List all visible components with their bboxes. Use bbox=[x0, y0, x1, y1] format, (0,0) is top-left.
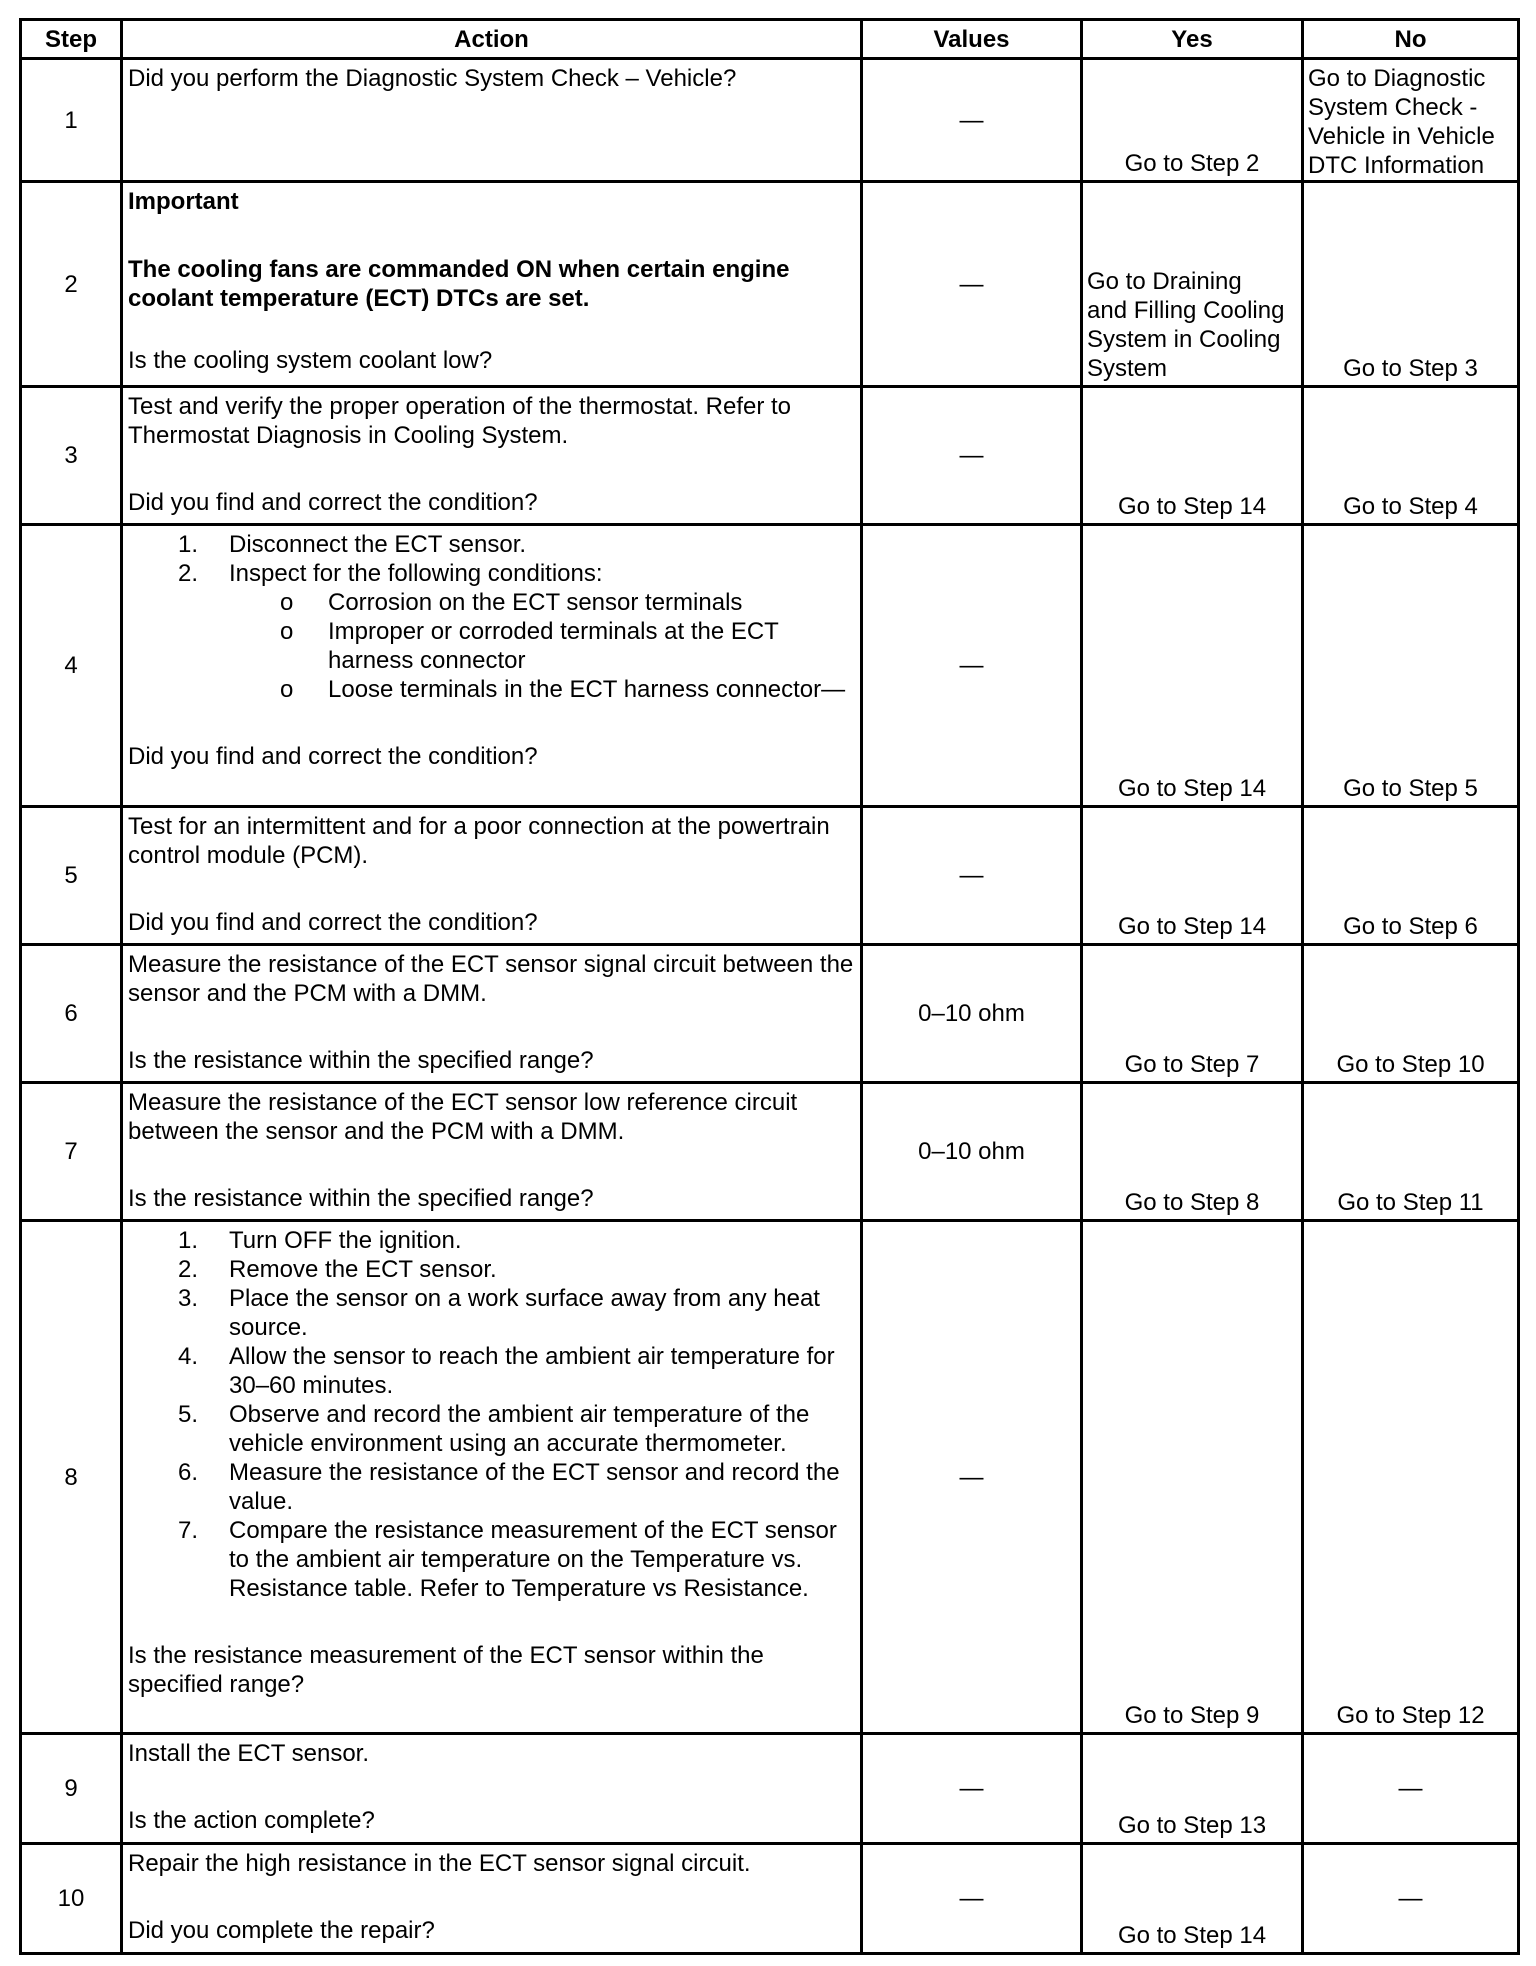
no-cell: Go to Step 5 bbox=[1303, 525, 1519, 807]
yes-cell: Go to Step 7 bbox=[1082, 945, 1303, 1083]
table-row bbox=[21, 1221, 1519, 1734]
values-cell: — bbox=[862, 807, 1082, 945]
action-question: Is the resistance within the specified range? bbox=[128, 1185, 594, 1212]
step-number: 3 bbox=[21, 387, 122, 525]
list-item: 7. Compare the resistance measurement of the ECT sensor to the ambient air temperature on the Temperature vs. Resistance table. Refer to Temperature vs Resistance. bbox=[178, 1517, 837, 1602]
table-row bbox=[21, 807, 1519, 945]
step-number: 2 bbox=[21, 182, 122, 387]
list-item: 4. Allow the sensor to reach the ambient air temperature for 30–60 minutes. bbox=[178, 1343, 835, 1399]
no-cell: Go to Step 10 bbox=[1303, 945, 1519, 1083]
yes-cell: Go to Step 8 bbox=[1082, 1083, 1303, 1221]
header-yes: Yes bbox=[1082, 20, 1303, 59]
values-cell: — bbox=[862, 1734, 1082, 1844]
action-question: Is the cooling system coolant low? bbox=[128, 347, 493, 374]
list-item: 2. Remove the ECT sensor. bbox=[178, 1256, 497, 1283]
action-cell bbox=[122, 1083, 862, 1221]
action-question: Is the action complete? bbox=[128, 1807, 375, 1834]
important-note: The cooling fans are commanded ON when certain engine coolant temperature (ECT) DTCs are set. bbox=[128, 256, 790, 312]
action-question: Did you complete the repair? bbox=[128, 1917, 435, 1944]
action-text: Install the ECT sensor. bbox=[128, 1740, 370, 1767]
action-cell bbox=[122, 525, 862, 807]
header-values: Values bbox=[862, 20, 1082, 59]
action-cell bbox=[122, 182, 862, 387]
action-text: Test and verify the proper operation of the thermostat. Refer to Thermostat Diagnosis in Cooling System. bbox=[128, 393, 792, 449]
step-number: 8 bbox=[21, 1221, 122, 1734]
no-line: Go to Diagnostic bbox=[1308, 65, 1486, 92]
no-cell: Go to Step 12 bbox=[1303, 1221, 1519, 1734]
values-cell: — bbox=[862, 1844, 1082, 1954]
header-step: Step bbox=[21, 20, 122, 59]
table-row bbox=[21, 1083, 1519, 1221]
list-item: 2. Inspect for the following conditions: bbox=[178, 560, 603, 587]
step-number: 5 bbox=[21, 807, 122, 945]
table-row bbox=[21, 387, 1519, 525]
yes-line: Go to Draining bbox=[1087, 268, 1242, 295]
action-cell bbox=[122, 1844, 862, 1954]
step-number: 10 bbox=[21, 1844, 122, 1954]
yes-line: and Filling Cooling bbox=[1087, 297, 1285, 324]
table-row bbox=[21, 945, 1519, 1083]
yes-cell: Go to Step 14 bbox=[1082, 387, 1303, 525]
action-cell bbox=[122, 1221, 862, 1734]
list-item: 1. Turn OFF the ignition. bbox=[178, 1227, 462, 1254]
header-row bbox=[21, 20, 1519, 59]
action-cell bbox=[122, 945, 862, 1083]
values-cell: — bbox=[862, 1221, 1082, 1734]
action-text: Test for an intermittent and for a poor connection at the powertrain control module (PCM). bbox=[128, 813, 830, 869]
list-item: 5. Observe and record the ambient air temperature of the vehicle environment using an accurate thermometer. bbox=[178, 1401, 810, 1457]
list-item: 6. Measure the resistance of the ECT sensor and record the value. bbox=[178, 1459, 840, 1515]
no-cell bbox=[1303, 59, 1519, 182]
values-cell: 0–10 ohm bbox=[862, 1083, 1082, 1221]
no-cell: — bbox=[1303, 1844, 1519, 1954]
table-row bbox=[21, 182, 1519, 387]
step-number: 9 bbox=[21, 1734, 122, 1844]
no-line: Vehicle in Vehicle bbox=[1308, 123, 1495, 150]
yes-cell: Go to Step 2 bbox=[1082, 59, 1303, 182]
table-row bbox=[21, 1844, 1519, 1954]
yes-cell: Go to Step 13 bbox=[1082, 1734, 1303, 1844]
action-question: Did you find and correct the condition? bbox=[128, 909, 538, 936]
important-label: Important bbox=[128, 188, 239, 215]
table-row bbox=[21, 1734, 1519, 1844]
header-no: No bbox=[1303, 20, 1519, 59]
table-row bbox=[21, 59, 1519, 182]
no-cell: — bbox=[1303, 1734, 1519, 1844]
action-text: Measure the resistance of the ECT sensor signal circuit between the sensor and the PCM with a DMM. bbox=[128, 951, 854, 1007]
action-question: Is the resistance measurement of the ECT sensor within the specified range? bbox=[128, 1642, 764, 1698]
action-cell bbox=[122, 807, 862, 945]
action-text: Measure the resistance of the ECT sensor low reference circuit between the sensor and the PCM with a DMM. bbox=[128, 1089, 798, 1145]
header-action: Action bbox=[122, 20, 862, 59]
yes-line: System in Cooling bbox=[1087, 326, 1281, 353]
step-number: 1 bbox=[21, 59, 122, 182]
no-cell: Go to Step 3 bbox=[1303, 182, 1519, 387]
sub-list-item: o Corrosion on the ECT sensor terminals bbox=[280, 589, 743, 616]
action-cell bbox=[122, 1734, 862, 1844]
values-cell: — bbox=[862, 387, 1082, 525]
action-cell bbox=[122, 387, 862, 525]
yes-cell bbox=[1082, 182, 1303, 387]
action-text: Repair the high resistance in the ECT sensor signal circuit. bbox=[128, 1850, 751, 1877]
no-line: DTC Information bbox=[1308, 152, 1485, 179]
step-number: 7 bbox=[21, 1083, 122, 1221]
sub-list-item: o Loose terminals in the ECT harness connector— bbox=[280, 676, 846, 703]
list-item: 3. Place the sensor on a work surface away from any heat source. bbox=[178, 1285, 820, 1341]
action-cell bbox=[122, 59, 862, 182]
list-item: 1. Disconnect the ECT sensor. bbox=[178, 531, 527, 558]
no-cell: Go to Step 6 bbox=[1303, 807, 1519, 945]
values-cell: — bbox=[862, 182, 1082, 387]
yes-line: System bbox=[1087, 355, 1168, 382]
values-cell: — bbox=[862, 59, 1082, 182]
yes-cell: Go to Step 9 bbox=[1082, 1221, 1303, 1734]
action-question: Did you perform the Diagnostic System Check – Vehicle? bbox=[128, 65, 737, 92]
action-question: Did you find and correct the condition? bbox=[128, 489, 538, 516]
no-cell: Go to Step 4 bbox=[1303, 387, 1519, 525]
step-number: 6 bbox=[21, 945, 122, 1083]
action-question: Did you find and correct the condition? bbox=[128, 743, 538, 770]
step-number: 4 bbox=[21, 525, 122, 807]
no-line: System Check - bbox=[1308, 94, 1478, 121]
values-cell: 0–10 ohm bbox=[862, 945, 1082, 1083]
values-cell: — bbox=[862, 525, 1082, 807]
sub-list-item: o Improper or corroded terminals at the ECT harness connector bbox=[280, 618, 779, 674]
action-question: Is the resistance within the specified range? bbox=[128, 1047, 594, 1074]
yes-cell: Go to Step 14 bbox=[1082, 807, 1303, 945]
diagnostic-table bbox=[19, 18, 1520, 1955]
table-row bbox=[21, 525, 1519, 807]
no-cell: Go to Step 11 bbox=[1303, 1083, 1519, 1221]
yes-cell: Go to Step 14 bbox=[1082, 525, 1303, 807]
yes-cell: Go to Step 14 bbox=[1082, 1844, 1303, 1954]
